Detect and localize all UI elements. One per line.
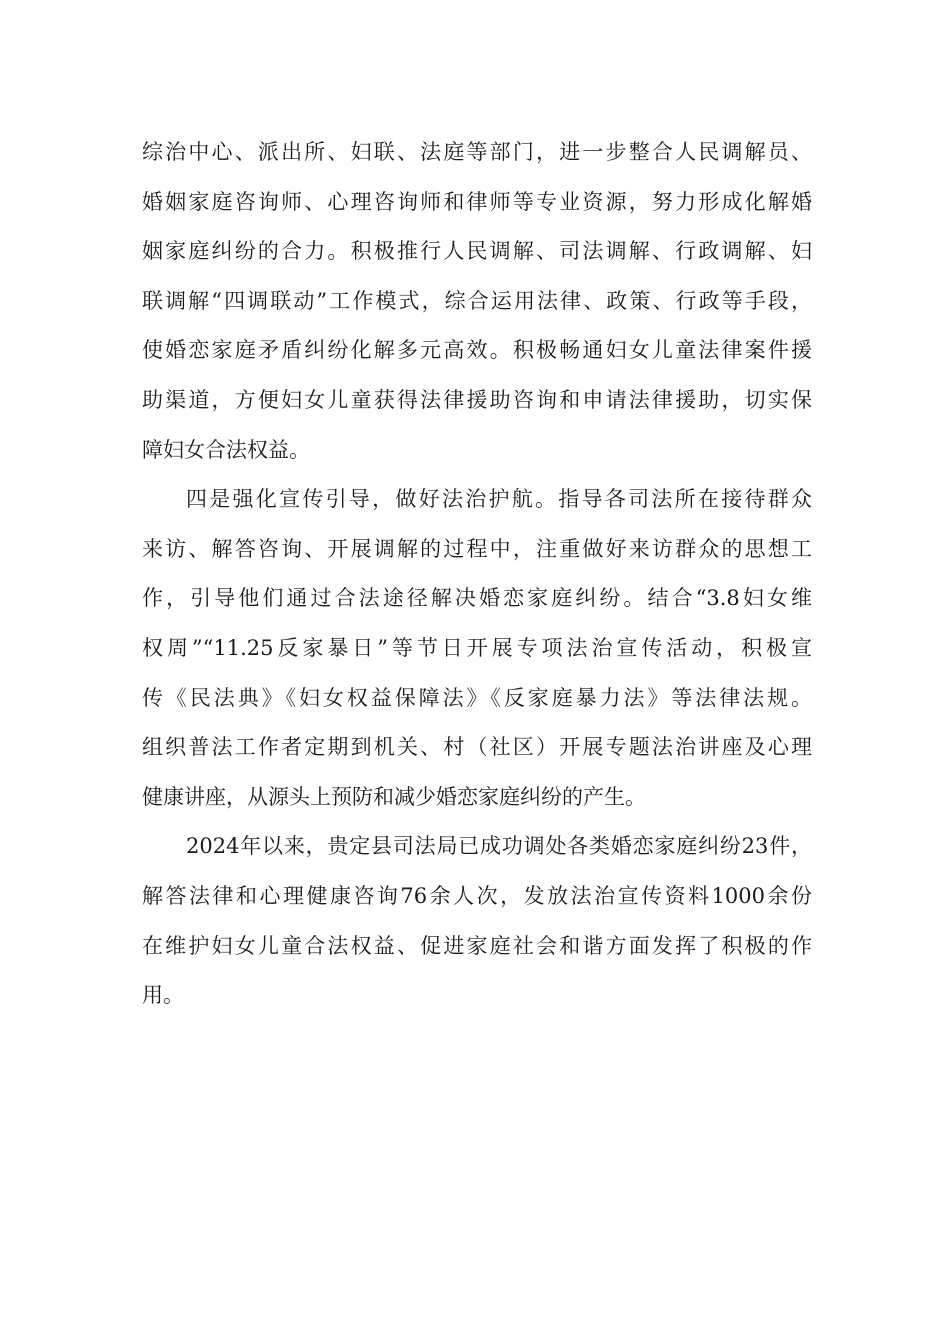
text-line: 在维护妇女儿童合法权益、促进家庭社会和谐方面发挥了积极的作	[142, 933, 812, 958]
text-line: 权周”“11.25反家暴日”等节日开展专项法治宣传活动，积极宣	[142, 635, 812, 660]
text-line: 婚姻家庭咨询师、心理咨询师和律师等专业资源，努力形成化解婚	[142, 189, 812, 214]
paragraph-results-summary	[142, 822, 812, 1020]
text-line: 四是强化宣传引导，做好法治护航。指导各司法所在接待群众	[186, 487, 812, 512]
text-line: 助渠道，方便妇女儿童获得法律援助咨询和申请法律援助，切实保	[142, 387, 812, 412]
text-line: 使婚恋家庭矛盾纠纷化解多元高效。积极畅通妇女儿童法律案件援	[142, 338, 812, 363]
text-line: 解答法律和心理健康咨询76余人次，发放法治宣传资料1000余份	[142, 883, 812, 908]
text-line: 综治中心、派出所、妇联、法庭等部门，进一步整合人民调解员、	[142, 140, 812, 164]
text-line: 健康讲座，从源头上预防和减少婚恋家庭纠纷的产生。	[142, 784, 646, 809]
text-line: 2024年以来，贵定县司法局已成功调处各类婚恋家庭纠纷23件，	[186, 834, 812, 859]
text-line: 姻家庭纠纷的合力。积极推行人民调解、司法调解、行政调解、妇	[142, 239, 812, 264]
text-line: 来访、解答咨询、开展调解的过程中，注重做好来访群众的思想工	[142, 536, 812, 561]
text-line: 组织普法工作者定期到机关、村（社区）开展专题法治讲座及心理	[142, 735, 812, 760]
paragraph-continuation	[142, 128, 812, 475]
text-line: 障妇女合法权益。	[142, 437, 310, 462]
text-line: 传《民法典》《妇女权益保障法》《反家庭暴力法》等法律法规。	[142, 685, 812, 710]
text-line: 作，引导他们通过合法途径解决婚恋家庭纠纷。结合“3.8妇女维	[142, 586, 812, 611]
text-line: 用。	[142, 983, 184, 1008]
document-body	[142, 128, 812, 1021]
paragraph-publicity-guidance	[142, 475, 812, 822]
text-line: 联调解“四调联动”工作模式，综合运用法律、政策、行政等手段，	[142, 288, 812, 313]
